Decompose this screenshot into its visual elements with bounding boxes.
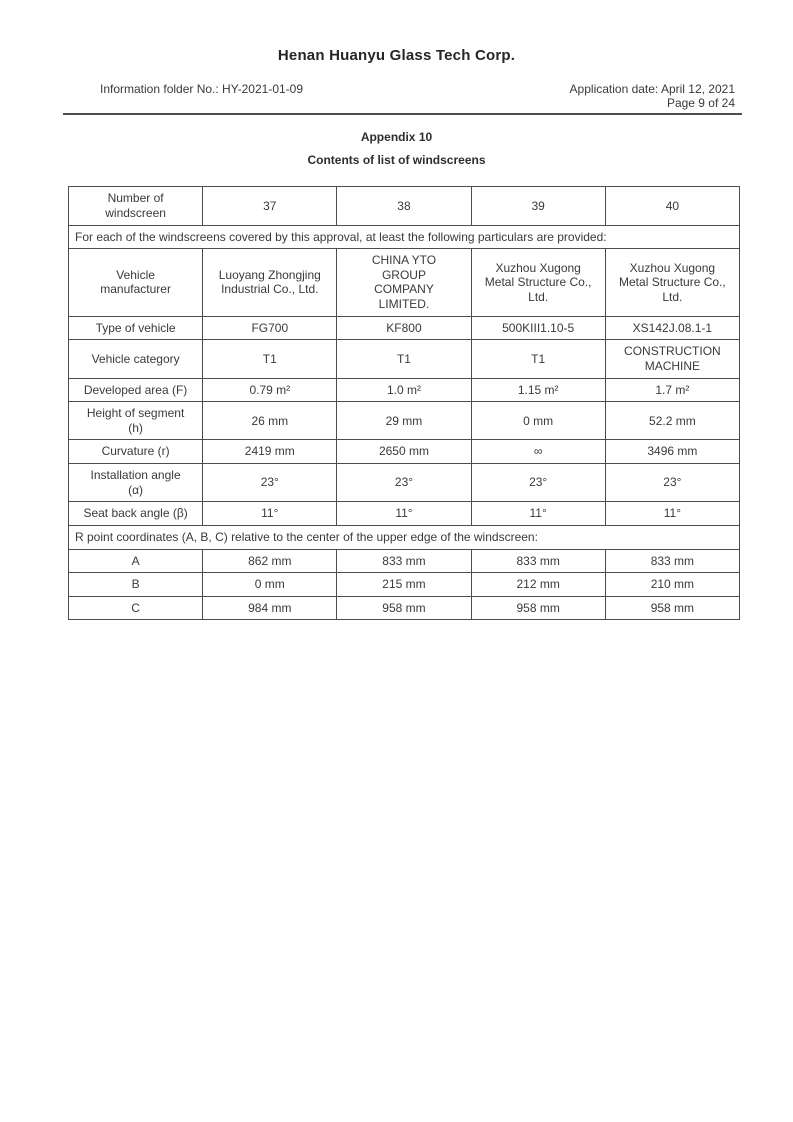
windscreen-spec-table	[68, 186, 740, 620]
value-cell: 29 mm	[337, 402, 471, 440]
row-label-cell: Installation angle (α)	[69, 464, 203, 502]
value-cell: 212 mm	[471, 573, 605, 597]
value-cell: FG700	[203, 316, 337, 340]
value-cell: 11°	[203, 502, 337, 526]
table-row-vehicle-manufacturer	[69, 249, 740, 317]
value-cell: 11°	[605, 502, 739, 526]
row-label-cell: C	[69, 596, 203, 620]
value-cell: 23°	[605, 464, 739, 502]
value-cell: 833 mm	[605, 549, 739, 573]
value-cell: 11°	[337, 502, 471, 526]
value-cell: 500KIII1.10-5	[471, 316, 605, 340]
value-cell: 0.79 m²	[203, 378, 337, 402]
table-row-installation-angle	[69, 464, 740, 502]
value-cell: 1.0 m²	[337, 378, 471, 402]
table-row-rpoint-note	[69, 525, 740, 549]
value-cell: 37	[203, 187, 337, 225]
table-row-height-of-segment	[69, 402, 740, 440]
value-cell: 210 mm	[605, 573, 739, 597]
document-subtitle: Contents of list of windscreens	[307, 153, 486, 168]
value-cell: 833 mm	[337, 549, 471, 573]
table-row-vehicle-category	[69, 340, 740, 378]
row-label-cell: Vehicle manufacturer	[69, 249, 203, 317]
value-cell: 23°	[337, 464, 471, 502]
value-cell: 833 mm	[471, 549, 605, 573]
header-divider	[63, 113, 742, 115]
value-cell: 2650 mm	[337, 440, 471, 464]
value-cell: Xuzhou Xugong Metal Structure Co., Ltd.	[471, 249, 605, 317]
value-cell: 958 mm	[471, 596, 605, 620]
value-cell: T1	[471, 340, 605, 378]
company-title: Henan Huanyu Glass Tech Corp.	[277, 47, 516, 64]
table-row-developed-area	[69, 378, 740, 402]
provision-note: For each of the windscreens covered by this approval, at least the following particulars are provided:	[69, 225, 740, 249]
appendix-title: Appendix 10	[360, 130, 433, 145]
value-cell: CHINA YTO GROUP COMPANY LIMITED.	[337, 249, 471, 317]
value-cell: T1	[337, 340, 471, 378]
page-number: Page 9 of 24	[666, 96, 735, 111]
value-cell: 23°	[203, 464, 337, 502]
value-cell: 39	[471, 187, 605, 225]
value-cell: 1.15 m²	[471, 378, 605, 402]
value-cell: Xuzhou Xugong Metal Structure Co., Ltd.	[605, 249, 739, 317]
info-folder-number: Information folder No.: HY-2021-01-09	[100, 82, 304, 96]
row-label-cell: Type of vehicle	[69, 316, 203, 340]
value-cell: 0 mm	[203, 573, 337, 597]
value-cell: 52.2 mm	[605, 402, 739, 440]
value-cell: 1.7 m²	[605, 378, 739, 402]
value-cell: KF800	[337, 316, 471, 340]
value-cell: 0 mm	[471, 402, 605, 440]
application-meta	[570, 82, 735, 110]
r-point-note: R point coordinates (A, B, C) relative to the center of the upper edge of the windscreen:	[69, 525, 740, 549]
value-cell: 2419 mm	[203, 440, 337, 464]
table-row-provision-note	[69, 225, 740, 249]
value-cell: 38	[337, 187, 471, 225]
row-label-cell: Seat back angle (β)	[69, 502, 203, 526]
value-cell: 215 mm	[337, 573, 471, 597]
value-cell: 3496 mm	[605, 440, 739, 464]
value-cell: 23°	[471, 464, 605, 502]
table-row-seat-back-angle	[69, 502, 740, 526]
table-row-number-of-windscreen	[69, 187, 740, 225]
value-cell: 11°	[471, 502, 605, 526]
value-cell: 958 mm	[605, 596, 739, 620]
value-cell: ∞	[471, 440, 605, 464]
value-cell: 40	[605, 187, 739, 225]
value-cell: 984 mm	[203, 596, 337, 620]
value-cell: 26 mm	[203, 402, 337, 440]
application-date: Application date: April 12, 2021	[569, 82, 735, 96]
row-label-cell: A	[69, 549, 203, 573]
row-label-cell: B	[69, 573, 203, 597]
row-label-cell: Height of segment (h)	[69, 402, 203, 440]
value-cell: CONSTRUCTION MACHINE	[605, 340, 739, 378]
value-cell: XS142J.08.1-1	[605, 316, 739, 340]
table-row-curvature	[69, 440, 740, 464]
document-meta	[100, 82, 735, 110]
value-cell: 958 mm	[337, 596, 471, 620]
value-cell: 862 mm	[203, 549, 337, 573]
row-label-cell: Vehicle category	[69, 340, 203, 378]
value-cell: Luoyang Zhongjing Industrial Co., Ltd.	[203, 249, 337, 317]
table-row-coordinate-c	[69, 596, 740, 620]
row-label-cell: Developed area (F)	[69, 378, 203, 402]
row-label-cell: Number of windscreen	[69, 187, 203, 225]
table-row-coordinate-b	[69, 573, 740, 597]
value-cell: T1	[203, 340, 337, 378]
row-label-cell: Curvature (r)	[69, 440, 203, 464]
table-row-coordinate-a	[69, 549, 740, 573]
table-row-type-of-vehicle	[69, 316, 740, 340]
